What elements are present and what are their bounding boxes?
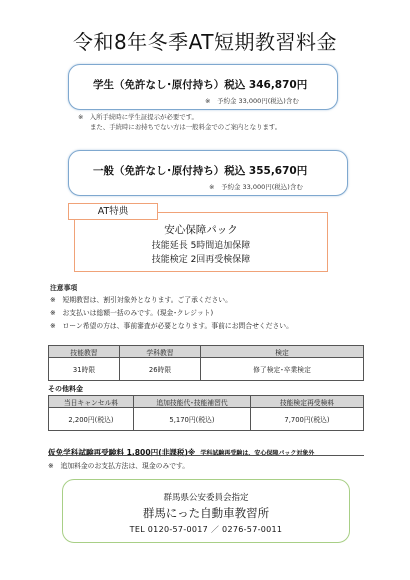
general-deposit-note: ※ 予約金 33,000円(税込)含む	[209, 183, 303, 191]
exam-fee-main: 仮免学科試験再受験料 1,800円(非課税)※	[48, 448, 196, 457]
safety-pack-title: 安心保障パック	[164, 224, 238, 236]
page-title: 令和8年冬季AT短期教習料金	[72, 30, 338, 54]
schedule-table	[48, 345, 364, 381]
student-deposit-note: ※ 予約金 33,000円(税込)含む	[205, 97, 299, 105]
extra-skill-fee-value: 5,170円(税込)	[134, 408, 251, 431]
exam-fee-underline	[48, 455, 364, 456]
general-price: 一般（免許なし･原付持ち）税込 355,670円	[93, 165, 308, 177]
fees-table	[48, 395, 364, 431]
exam-fee-note: 学科試験再受験は、安心保障パック対象外	[200, 450, 315, 457]
header-extra-skill-fee: 追加技能代･技能補習代	[134, 396, 251, 408]
designation-text: 群馬県公安委員会指定	[163, 493, 249, 503]
cancel-fee-value: 2,200円(税込)	[49, 408, 134, 431]
general-price-box	[68, 150, 348, 196]
notice-item-3: ※ ローン希望の方は、事前審査が必要となります。事前にお問合せください。	[50, 322, 293, 330]
other-fees-label: その他料金	[48, 385, 83, 393]
header-cancel-fee: 当日キャンセル料	[49, 396, 134, 408]
at-benefit-box	[74, 212, 328, 272]
school-box	[62, 479, 350, 543]
exams-value: 修了検定･卒業検定	[201, 358, 364, 381]
notice-item-2: ※ お支払いは総額一括のみです。(現金･クレジット)	[50, 309, 214, 317]
pack-line-retest: 技能検定 2回再受検保障	[151, 255, 251, 265]
header-classroom-lessons: 学科教習	[120, 346, 201, 358]
classroom-lessons-value: 26時限	[120, 358, 201, 381]
pack-line-extension: 技能延長 5時間追加保障	[151, 241, 251, 251]
skill-lessons-value: 31時限	[49, 358, 120, 381]
student-price: 学生（免許なし･原付持ち）税込 346,870円	[93, 79, 308, 91]
retest-fee-value: 7,700円(税込)	[251, 408, 364, 431]
student-price-box	[68, 64, 338, 110]
extra-payment-note: ※ 追加料金のお支払方法は、現金のみです。	[48, 462, 190, 470]
header-skill-lessons: 技能教習	[49, 346, 120, 358]
notice-heading: 注意事項	[50, 284, 78, 292]
exam-fee-row	[48, 440, 368, 459]
school-phone: TEL 0120-57-0017 ／ 0276-57-0011	[129, 525, 283, 534]
header-exams: 検定	[201, 346, 364, 358]
school-name: 群馬にった自動車教習所	[142, 506, 270, 520]
at-benefit-tab: AT特典	[68, 203, 158, 220]
student-note-1: ※ 入所手続時に学生証提示が必要です。	[78, 113, 198, 121]
header-retest-fee: 技能検定再受検料	[251, 396, 364, 408]
student-note-2: また、手続時にお持ちでない方は一般料金でのご案内となります。	[90, 123, 282, 131]
notice-item-1: ※ 短期教習は、割引対象外となります。ご了承ください。	[50, 296, 232, 304]
